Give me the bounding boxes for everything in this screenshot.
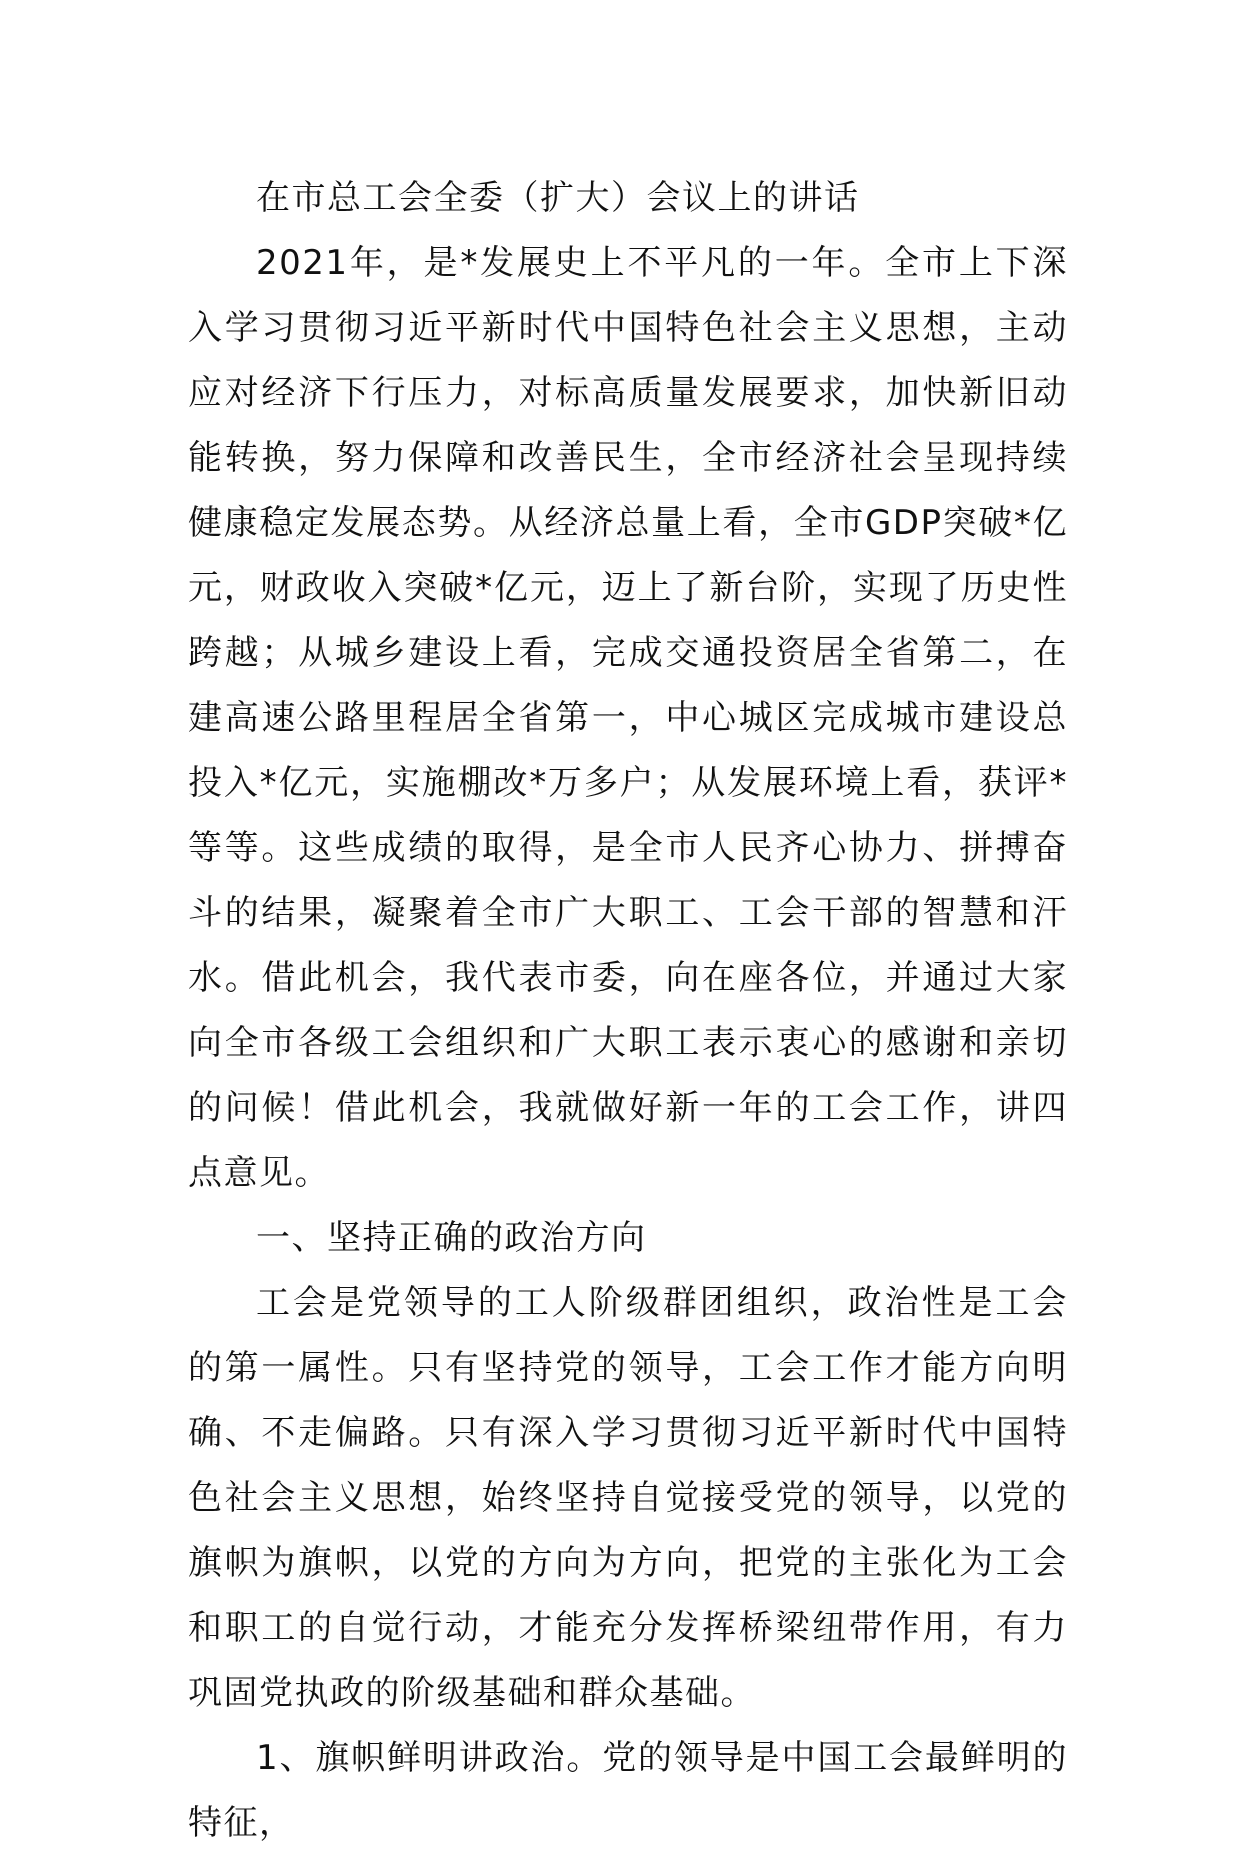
section-1-paragraph: 工会是党领导的工人阶级群团组织，政治性是工会的第一属性。只有坚持党的领导，工会工作才能方向明确、不走偏路。只有深入学习贯彻习近平新时代中国特色社会主义思想，始终坚持自觉接受党的领导，以党的旗帜为旗帜，以党的方向为方向，把党的主张化为工会和职工的自觉行动，才能充分发挥桥梁纽带作用，有力巩固党执政的阶级基础和群众基础。 <box>188 1283 1068 1713</box>
speech-title: 在市总工会全委（扩大）会议上的讲话 <box>256 178 860 218</box>
subsection-1-paragraph: 1、旗帜鲜明讲政治。党的领导是中国工会最鲜明的特征， <box>188 1738 1068 1843</box>
document-body <box>188 166 1068 1856</box>
section-heading-1: 一、坚持正确的政治方向 <box>256 1218 647 1258</box>
intro-paragraph: 2021年，是*发展史上不平凡的一年。全市上下深入学习贯彻习近平新时代中国特色社会主义思想，主动应对经济下行压力，对标高质量发展要求，加快新旧动能转换，努力保障和改善民生，全市经济社会呈现持续健康稳定发展态势。从经济总量上看，全市GDP突破*亿元，财政收入突破*亿元，迈上了新台阶，实现了历史性跨越；从城乡建设上看，完成交通投资居全省第二，在建高速公路里程居全省第一，中心城区完成城市建设总投入*亿元，实施棚改*万多户；从发展环境上看，获评*等等。这些成绩的取得，是全市人民齐心协力、拼搏奋斗的结果，凝聚着全市广大职工、工会干部的智慧和汗水。借此机会，我代表市委，向在座各位，并通过大家向全市各级工会组织和广大职工表示衷心的感谢和亲切的问候！借此机会，我就做好新一年的工会工作，讲四点意见。 <box>188 243 1068 1193</box>
